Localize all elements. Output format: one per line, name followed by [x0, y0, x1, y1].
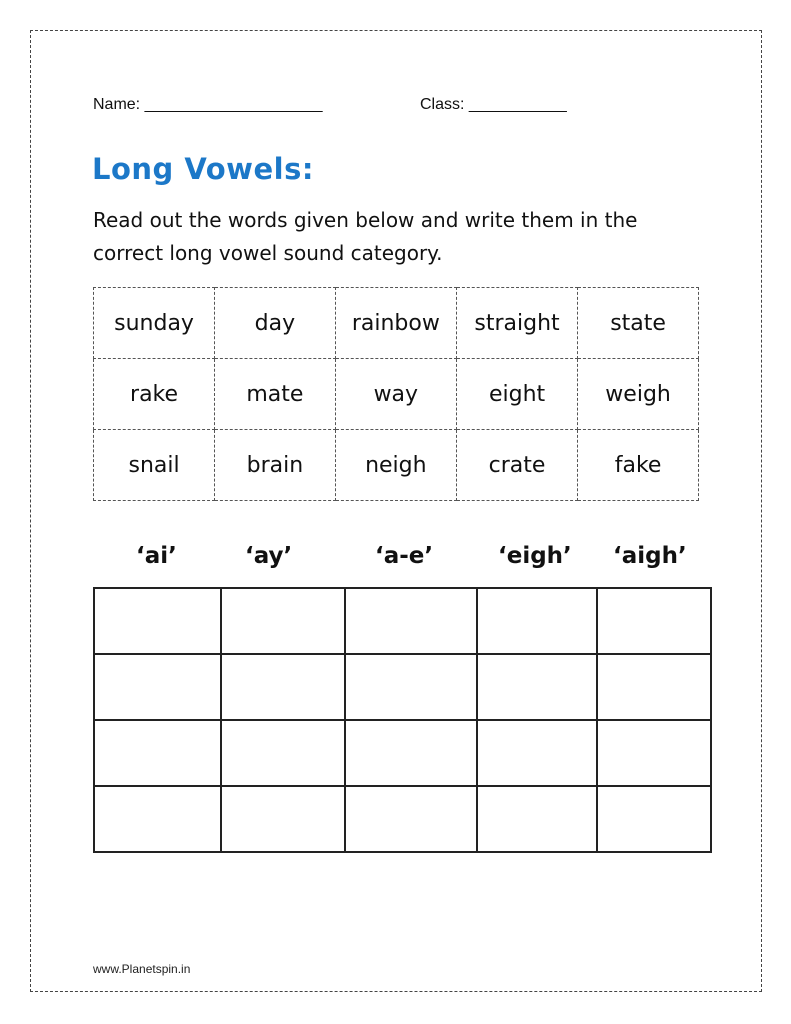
page-title: Long Vowels:: [92, 152, 314, 186]
word-cell: straight: [456, 288, 577, 359]
answer-cell[interactable]: [221, 588, 345, 654]
answer-cell[interactable]: [94, 720, 221, 786]
answer-cell[interactable]: [94, 786, 221, 852]
table-row: [94, 288, 699, 359]
word-cell: way: [335, 359, 456, 430]
word-cell: day: [215, 288, 336, 359]
answer-cell[interactable]: [345, 654, 477, 720]
footer-website: www.Planetspin.in: [93, 962, 191, 976]
word-cell: brain: [215, 430, 336, 501]
word-cell: state: [578, 288, 699, 359]
table-row: [94, 720, 711, 786]
answer-cell[interactable]: [477, 786, 597, 852]
category-eigh: ‘eigh’: [498, 543, 572, 569]
word-cell: crate: [456, 430, 577, 501]
answer-cell[interactable]: [477, 654, 597, 720]
table-row: [94, 430, 699, 501]
word-cell: sunday: [94, 288, 215, 359]
word-cell: neigh: [335, 430, 456, 501]
category-a-e: ‘a-e’: [375, 543, 434, 569]
table-row: [94, 588, 711, 654]
table-row: [94, 359, 699, 430]
category-aigh: ‘aigh’: [613, 543, 687, 569]
word-cell: mate: [215, 359, 336, 430]
answer-cell[interactable]: [221, 720, 345, 786]
word-cell: rake: [94, 359, 215, 430]
word-cell: rainbow: [335, 288, 456, 359]
answer-cell[interactable]: [597, 786, 711, 852]
category-ai: ‘ai’: [136, 543, 177, 569]
answer-cell[interactable]: [345, 720, 477, 786]
answer-cell[interactable]: [221, 786, 345, 852]
answer-cell[interactable]: [345, 786, 477, 852]
answer-cell[interactable]: [477, 720, 597, 786]
answer-cell[interactable]: [345, 588, 477, 654]
word-cell: eight: [456, 359, 577, 430]
table-row: [94, 654, 711, 720]
name-field[interactable]: Name: ____________________: [93, 96, 323, 113]
answer-cell[interactable]: [94, 654, 221, 720]
word-cell: fake: [578, 430, 699, 501]
class-field[interactable]: Class: ___________: [420, 96, 567, 113]
table-row: [94, 786, 711, 852]
category-headers: [93, 543, 713, 577]
answer-cell[interactable]: [477, 588, 597, 654]
answer-cell[interactable]: [597, 720, 711, 786]
word-table: [93, 287, 699, 501]
answer-cell[interactable]: [597, 654, 711, 720]
answer-cell[interactable]: [597, 588, 711, 654]
instruction-text: Read out the words given below and write them in the correct long vowel sound category.: [93, 208, 638, 265]
word-cell: snail: [94, 430, 215, 501]
answer-cell[interactable]: [94, 588, 221, 654]
answer-cell[interactable]: [221, 654, 345, 720]
category-ay: ‘ay’: [245, 543, 293, 569]
answer-grid: [93, 587, 712, 853]
word-cell: weigh: [578, 359, 699, 430]
